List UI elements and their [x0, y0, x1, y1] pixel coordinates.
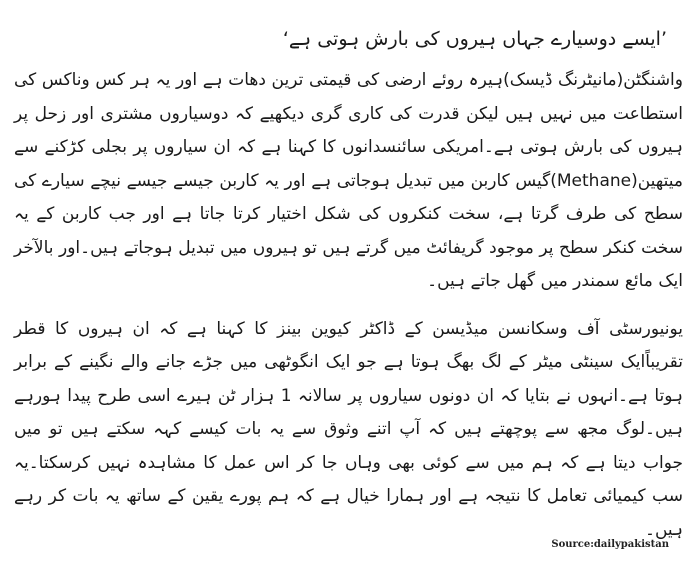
article-paragraph-1: واشنگٹن(مانیٹرنگ ڈیسک)ہیرہ روئے ارضی کی قیمتی ترین دھات ہے اور یہ ہر کس وناکس کی استطاعت میں نہیں ہیں لیکن قدرت کی کاری گری دیکھیے کہ دوسیاروں مشتری اور زحل پر ہیروں کی بارش ہوتی ہے۔امریکی سائنسدانوں کا کہنا ہے کہ ان سیاروں پر بجلی کڑکنے سے میتھین(Methane)گیس کاربن میں تبدیل ہوجاتی ہے اور یہ کاربن جیسے جیسے نیچے سیارے کی سطح کی طرف گرتا ہے، سخت کنکروں کی شکل اختیار کرتا جاتا ہے اور جب کاربن کے یہ سخت کنکر سطح پر موجود گریفائٹ میں گرتے ہیں تو ہیروں میں تبدیل ہوجاتے ہیں۔اور بالآخر ایک مائع سمندر میں گھل جاتے ہیں۔ — [14, 70, 683, 291]
article-headline: ’ایسے دوسیارے جہاں ہیروں کی بارش ہوتی ہے‘ — [282, 28, 667, 50]
source-credit: Source:dailypakistan — [551, 539, 669, 550]
article-paragraph-2: یونیورسٹی آف وسکانسن میڈیسن کے ڈاکٹر کیوین بینز کا کہنا ہے کہ ان ہیروں کا قطر تقریباًایک سینٹی میٹر کے لگ بھگ ہوتا ہے جو ایک انگوٹھی میں جڑے جانے والے نگینے کے برابر ہوتا ہے۔انہوں نے بتایا کہ ان دونوں سیاروں پر سالانہ 1 ہزار ٹن ہیرے اسی طرح پیدا ہورہے ہیں۔لوگ مجھ سے پوچھتے ہیں کہ آپ اتنے وثوق سے یہ بات کیسے کہہ سکتے ہیں تو میں جواب دیتا ہے کہ ہم میں سے کوئی بھی وہاں جا کر اس عمل کا مشاہدہ نہیں کرسکتا۔یہ سب کیمیائی تعامل کا نتیجہ ہے اور ہمارا خیال ہے کہ ہم پورے یقین کے ساتھ یہ بات کر رہے ہیں۔ — [14, 318, 684, 540]
article — [14, 24, 683, 561]
